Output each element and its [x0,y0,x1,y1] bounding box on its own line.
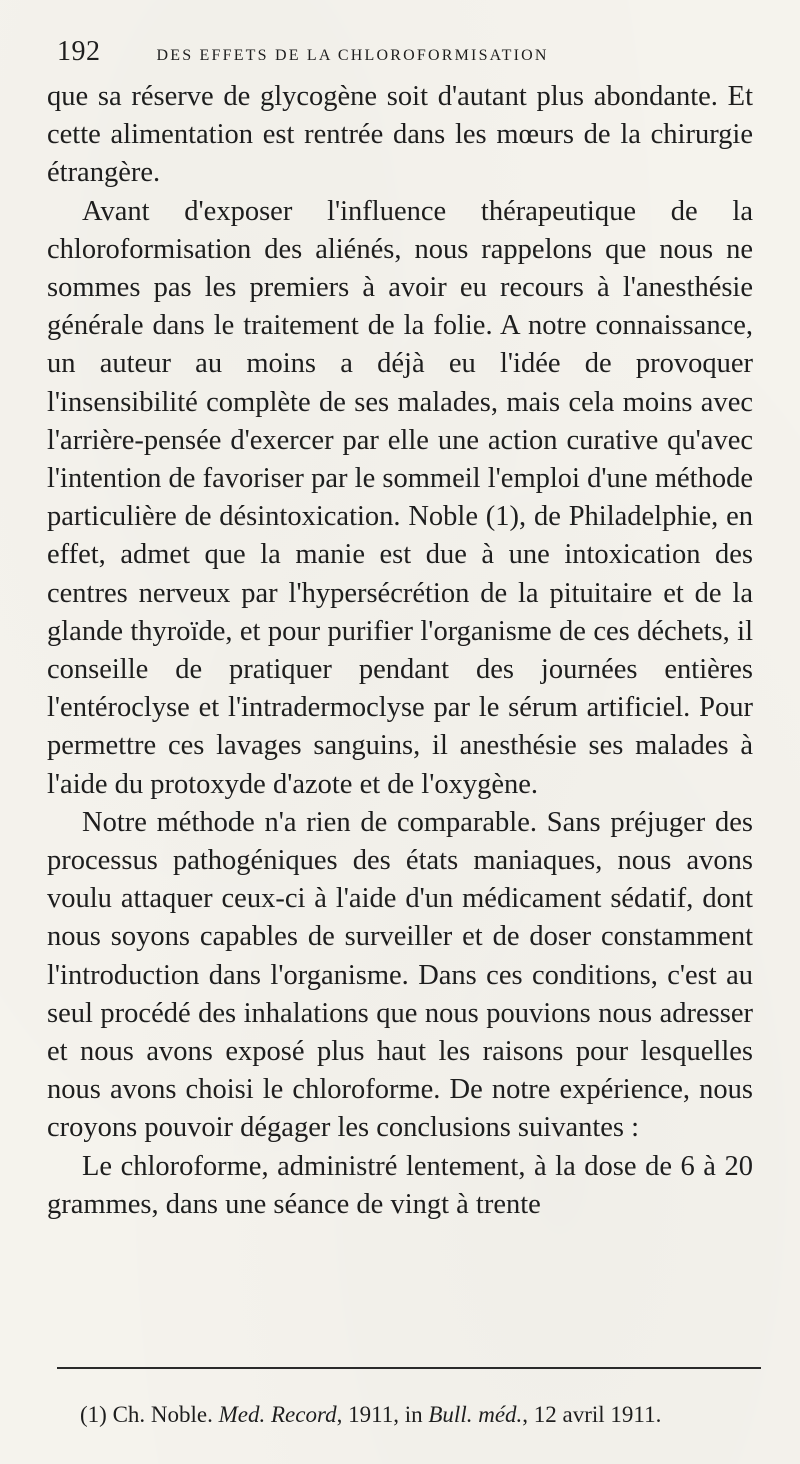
page-number: 192 [57,36,101,67]
footnote-source: Bull. méd. [428,1402,523,1427]
footnote [80,1400,760,1430]
paragraph: Notre méthode n'a rien de comparable. Sans préjuger des processus pathogéniques des états maniaques, nous avons voulu attaquer ceux-ci à l'aide d'un médicament sédatif, dont nous soyons capables de surveiller et de doser constamment l'introduction dans l'organisme. Dans ces conditions, c'est au seul procédé des inhalations que nous pouvions nous adresser et nous avons exposé plus haut les raisons pour lesquelles nous avons choisi le chloroforme. De notre expérience, nous croyons pouvoir dégager les conclusions suivantes : [47,806,753,1144]
footnote-journal: Med. Record [218,1402,337,1427]
paragraph-continuation: que sa réserve de glycogène soit d'autant plus abondante. Et cette alimentation est rentrée dans les mœurs de la chirurgie étrangère. [47,81,753,189]
running-head [57,36,752,72]
paragraph: Le chloroforme, administré lentement, à la dose de 6 à 20 grammes, dans une séance de vingt à trente [47,1150,753,1220]
footnote-year: , 1911, in [336,1402,423,1427]
footnote-date: , 12 avril 1911. [522,1402,662,1427]
running-title: DES EFFETS DE LA CHLOROFORMISATION [156,47,549,64]
footnote-author: Ch. Noble. [112,1402,213,1427]
body-text [47,78,753,1224]
paragraph: Avant d'exposer l'influence thérapeutique de la chloroformisation des aliénés, nous rappelons que nous ne sommes pas les premiers à avoir eu recours à l'anesthésie générale dans le traitement de la folie. A notre connaissance, un auteur au moins a déjà eu l'idée de provoquer l'insensibilité complète de ses malades, mais cela moins avec l'arrière-pensée d'exercer par elle une action curative qu'avec l'intention de favoriser par le sommeil l'emploi d'une méthode particulière de désintoxication. Noble (1), de Philadelphie, en effet, admet que la manie est due à une intoxication des centres nerveux par l'hypersécrétion de la pituitaire et de la glande thyroïde, et pour purifier l'organisme de ces déchets, il conseille de pratiquer pendant des journées entières l'entéroclyse et l'intradermoclyse par le sérum artificiel. Pour permettre ces lavages sanguins, il anesthésie ses malades à l'aide du protoxyde d'azote et de l'oxygène. [47,195,753,800]
footnote-divider [57,1367,761,1369]
footnote-marker: (1) [80,1402,107,1427]
